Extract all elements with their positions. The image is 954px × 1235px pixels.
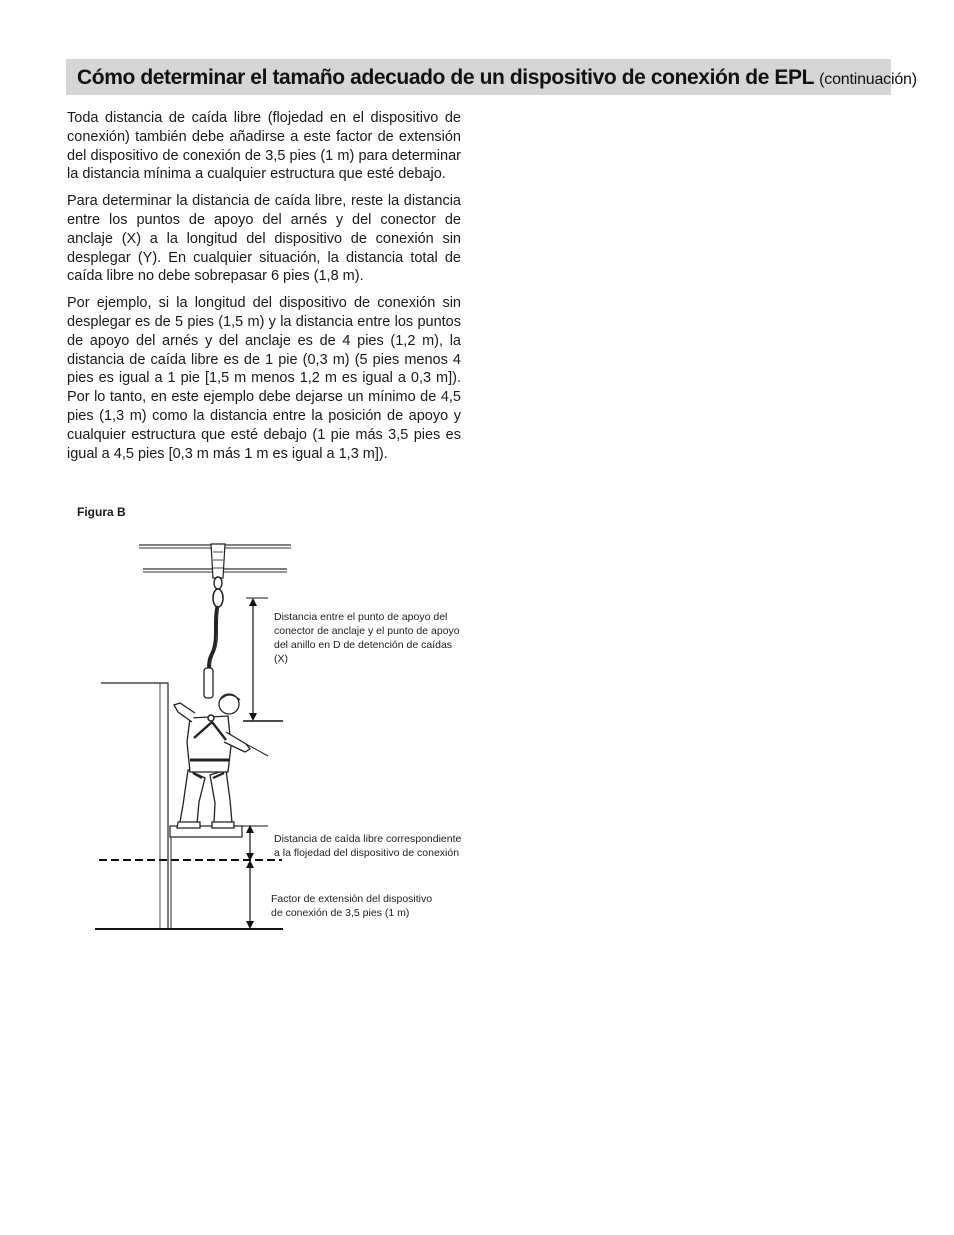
anchor-strap bbox=[211, 544, 225, 607]
paragraph-2: Para determinar la distancia de caída libre, reste la distancia entre los puntos de apoyo del arnés y del conector de anclaje (X) a la longitud del dispositivo de conexión sin desplegar (Y). En cualquier situación, la distancia total de caída libre no debe sobrepasar 6 pies (1,8 m). bbox=[67, 193, 461, 285]
section-subtitle: (continuación) bbox=[819, 71, 917, 88]
callout-extension: Factor de extensión del dispositivo de conexión de 3,5 pies (1 m) bbox=[271, 893, 433, 919]
figure-label: Figura B bbox=[77, 505, 126, 519]
callout-free-fall: Distancia de caída libre correspondiente a la flojedad del dispositivo de conexión bbox=[274, 833, 462, 859]
lanyard bbox=[204, 606, 219, 698]
paragraph-1: Toda distancia de caída libre (flojedad en el dispositivo de conexión) también debe añadirse a este factor de extensión del dispositivo de conexión de 3,5 pies (1 m) para determinar la distancia mínima a cualquier estructura que esté debajo. bbox=[67, 110, 461, 183]
callout-anchor-distance: Distancia entre el punto de apoyo del conector de anclaje y el punto de apoyo del anillo en D de detención de caídas (X) bbox=[274, 611, 460, 665]
dimension-arrows bbox=[250, 602, 253, 925]
paragraph-3: Por ejemplo, si la longitud del dispositivo de conexión sin desplegar es de 5 pies (1,5 m) y la distancia entre los puntos de apoyo del arnés y del anclaje es de 4 pies (1,2 m), la distancia de caída libre es de 1 pie (0,3 m) (5 pies menos 4 pies es igual a 1 pie [1,5 m menos 1,2 m es igual a 0,3 m]). Por lo tanto, en este ejemplo debe dejarse un mínimo de 4,5 pies (1,3 m) como la distancia entre la posición de apoyo y cualquier estructura que esté debajo (1 pie más 3,5 pies es igual a 4,5 pies [0,3 m más 1 m es igual a 1,3 m]). bbox=[67, 295, 461, 462]
worker-figure bbox=[174, 694, 268, 828]
section-title-text: Cómo determinar el tamaño adecuado de un dispositivo de conexión de EPL bbox=[77, 66, 814, 89]
